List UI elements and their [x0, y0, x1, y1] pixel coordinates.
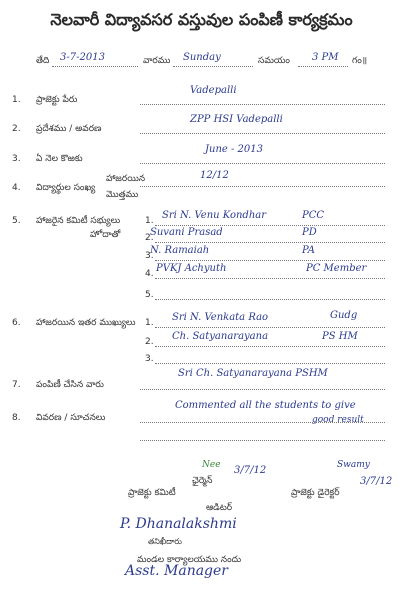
witness-role: Asst. Manager — [125, 563, 228, 579]
row-number: 4. — [12, 183, 21, 193]
row-number: 8. — [12, 413, 21, 423]
committee-label: ప్రాజెక్టు కమిటీ — [128, 488, 176, 498]
remarks-value-continued: good result — [312, 415, 364, 425]
student-count-label: విద్యార్థుల సంఖ్య — [36, 183, 96, 193]
committee-role: PA — [302, 245, 316, 256]
committee-item-number: 5. — [145, 290, 154, 300]
student-count-value: 12/12 — [200, 170, 229, 181]
designation-label: హోదాతో — [90, 230, 121, 240]
committee-name: Sri N. Venu Kondhar — [162, 210, 267, 221]
row-number: 3. — [12, 154, 21, 164]
other-attendees-label: హాజరయిన ఇతర ముఖ్యులు — [36, 318, 136, 328]
other-item-number: 1. — [145, 318, 154, 328]
committee-role: PCC — [302, 210, 325, 221]
director-date: 3/7/12 — [360, 476, 393, 487]
total-label: మొత్తము — [106, 190, 139, 200]
remarks-value: Commented all the students to give — [175, 400, 356, 411]
committee-item-number: 4. — [145, 269, 154, 279]
other-role: PS HM — [322, 331, 358, 342]
chairman-label: ఛైర్మెన్ — [192, 476, 213, 486]
witness-title: తనిఖీదారు — [148, 537, 182, 546]
committee-item-number: 2. — [145, 233, 154, 243]
committee-item-number: 3. — [145, 251, 154, 261]
date-label: తేది — [36, 56, 50, 66]
remarks-label: వివరణ / సూచనలు — [36, 413, 106, 423]
other-name: Sri N. Venkata Rao — [172, 312, 269, 323]
other-name: Ch. Satyanarayana — [172, 331, 269, 342]
committee-item-number: 1. — [145, 216, 154, 226]
day-value: Sunday — [183, 52, 221, 63]
other-item-number: 2. — [145, 337, 154, 347]
chairman-signature: Nee — [202, 460, 221, 470]
row-number: 6. — [12, 318, 21, 328]
day-label: వారము — [143, 56, 171, 66]
row-number: 2. — [12, 124, 21, 134]
other-role: Gudg — [330, 310, 358, 321]
project-name-value: Vadepalli — [190, 85, 237, 96]
time-unit: గం॥ — [352, 56, 368, 66]
present-label: హాజరయిన — [106, 174, 146, 184]
distributor-value: Sri Ch. Satyanarayana PSHM — [178, 368, 328, 379]
date-value: 3-7-2013 — [60, 52, 105, 63]
place-label: ప్రదేశము / అవరణ — [36, 124, 102, 134]
row-number: 7. — [12, 380, 21, 390]
place-value: ZPP HSI Vadepalli — [190, 114, 283, 125]
chairman-date: 3/7/12 — [234, 465, 267, 476]
committee-name: N. Ramaiah — [150, 245, 210, 256]
time-label: సమయం — [258, 56, 290, 66]
project-name-label: ప్రాజెక్టు పేరు — [36, 95, 78, 105]
witness-name: P. Dhanalakshmi — [120, 516, 237, 532]
witness-label: మండల కార్యాలయము నందు — [137, 555, 242, 565]
row-number: 1. — [12, 95, 21, 105]
time-value: 3 PM — [312, 52, 339, 63]
committee-name: Suvani Prasad — [150, 227, 223, 238]
director-signature: Swamy — [337, 460, 370, 470]
distributor-label: పంపిణీ చేసిన వారు — [36, 380, 104, 390]
committee-name: PVKJ Achyuth — [156, 263, 227, 274]
month-value: June - 2013 — [205, 144, 263, 155]
director-label: ప్రాజెక్టు డైరెక్టర్ — [291, 488, 340, 498]
form-title: నెలవారీ విద్యావసర వస్తువుల పంపిణీ కార్యక్రమం — [50, 10, 353, 29]
committee-role: PD — [302, 227, 317, 238]
row-number: 5. — [12, 216, 21, 226]
month-label: ఏ నెల కొఱకు — [36, 154, 83, 164]
other-item-number: 3. — [145, 354, 154, 364]
committee-role: PC Member — [306, 263, 367, 274]
auditor-label: ఆడిటర్ — [206, 503, 233, 513]
committee-members-label: హాజరైన కమిటీ సభ్యులు — [36, 216, 121, 226]
